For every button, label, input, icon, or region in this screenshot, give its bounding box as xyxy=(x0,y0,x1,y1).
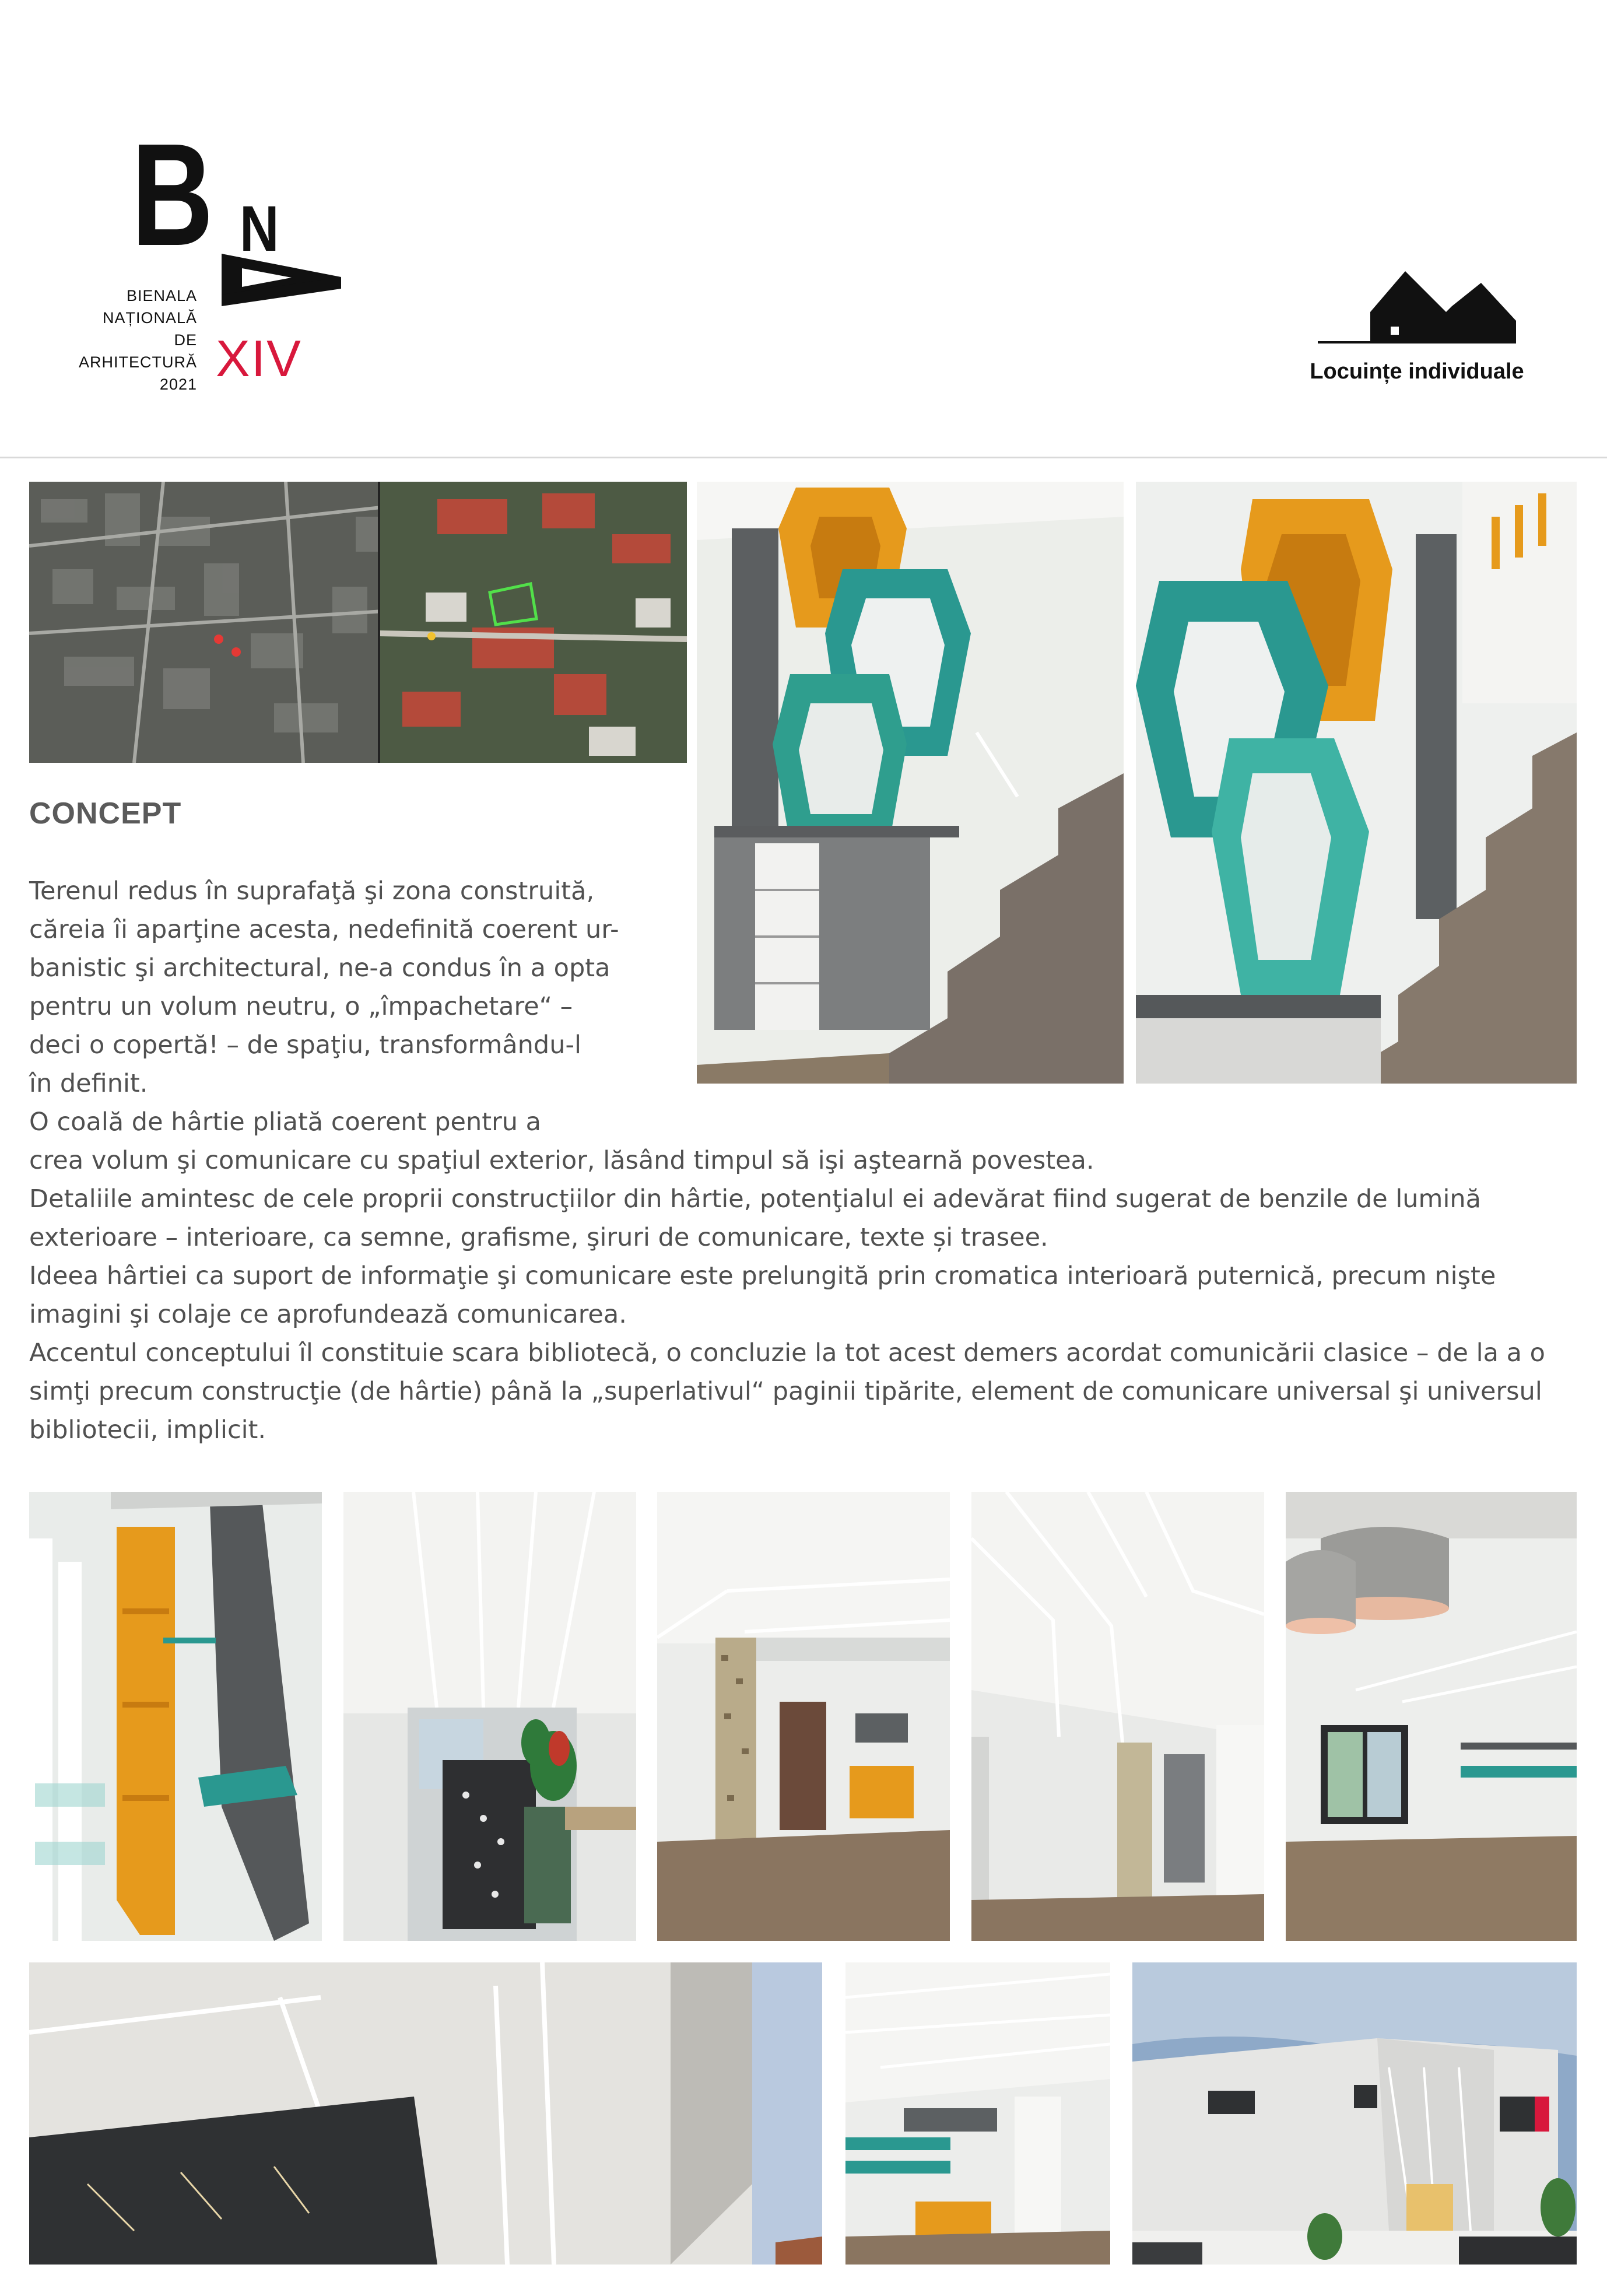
concept-body xyxy=(29,872,1580,1449)
concept-line: în definit. xyxy=(29,1069,148,1098)
logo-letter-a-shape xyxy=(222,254,341,306)
logo-subtitle-2: NAȚIONALĂ xyxy=(102,309,197,327)
concept-paragraph-5: Accentul conceptului îl constituie scara bibliotecă, o concluzie la tot acest demers acordat comunicării clasice – de la a o simţi precum construcţie (de hârtie) până la „superlativul“ paginii tipărite, element de comunicare universal şi universul bibliotecii, implicit. xyxy=(29,1338,1545,1445)
edition-number: XIV xyxy=(216,329,302,387)
logo-subtitle-4: ARHITECTURĂ xyxy=(78,353,197,371)
concept-heading: CONCEPT xyxy=(29,797,182,830)
hallway-light-lines-photo xyxy=(971,1492,1264,1941)
concept-line: pentru un volum neutru, o „împachetare“ – xyxy=(29,992,573,1021)
concept-paragraph-4: Ideea hârtiei ca suport de informaţie şi comunicare este prelungită prin cromatica interioară puternică, precum nişte imagini şi colaje ce aprofundează comunicarea. xyxy=(29,1261,1496,1329)
logo-letter-n: N xyxy=(240,192,279,265)
interior-shelving-photo xyxy=(29,1492,322,1941)
house-exterior-photo xyxy=(1132,1962,1577,2265)
concept-line: Terenul redus în suprafaţă şi zona construită, xyxy=(29,877,595,906)
concept-line: căreia îi aparţine acesta, nedefinită coerent ur- xyxy=(29,915,619,944)
interior-ceiling-lights-photo xyxy=(845,1962,1110,2265)
concept-line: banistic şi architectural, ne-a condus în a opta xyxy=(29,954,610,983)
logo-subtitle-3: DE xyxy=(174,331,197,349)
living-room-column-photo xyxy=(657,1492,950,1941)
category-label: Locuințe individuale xyxy=(1310,359,1524,384)
facade-detail-photo xyxy=(29,1962,822,2265)
logo-subtitle-1: BIENALA xyxy=(126,287,197,304)
logo-subtitle-5: 2021 xyxy=(159,376,197,393)
living-room-window-photo xyxy=(1286,1492,1577,1941)
houses-mountain-icon xyxy=(1318,265,1516,353)
logo-letter-b: B xyxy=(131,134,213,276)
page-header xyxy=(0,0,1607,458)
concept-paragraph-3: Detaliile amintesc de cele proprii construcţiilor din hârtie, potenţialul ei adevărat fiind sugerat de benzile de lumină exterioare – interioare, ca semne, grafisme, şiruri de comunicare, texte și trasee. xyxy=(29,1184,1481,1252)
concept-line: deci o copertă! – de spaţiu, transformându-l xyxy=(29,1030,581,1060)
concept-paragraph-2: crea volum şi comunicare cu spaţiul exterior, lăsând timpul să işi aştearnă povestea. xyxy=(29,1146,1094,1175)
entrance-corridor-photo xyxy=(343,1492,636,1941)
concept-line: O coală de hârtie pliată coerent pentru a xyxy=(29,1107,542,1137)
site-satellite-map xyxy=(29,482,687,763)
header-divider xyxy=(0,457,1607,458)
